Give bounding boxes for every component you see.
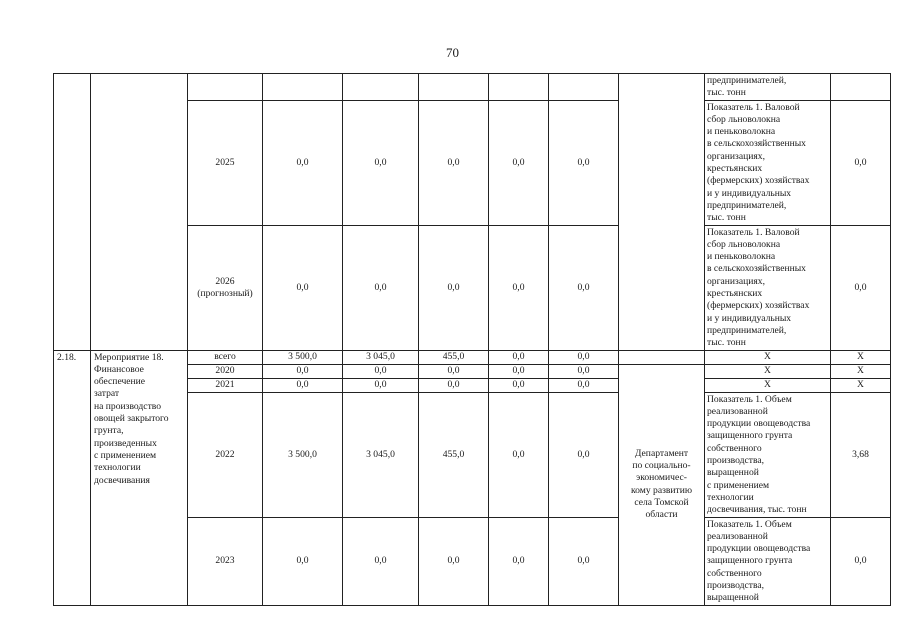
value-cell: 0,0 (549, 378, 619, 392)
value-cell: 0,0 (263, 378, 343, 392)
executor-cell: Департамент по социально- экономичес- кому развитию села Томской области (619, 364, 705, 605)
indicator-cell: Показатель 1. Объем реализованной продукции овощеводства защищенного грунта собственного производства, выращенной с применением технологии досвечивания, тыс. тонн (705, 392, 831, 517)
value-cell: 0,0 (549, 392, 619, 517)
indicator-cell: предпринимателей, тыс. тонн (705, 74, 831, 101)
value-cell: 0,0 (263, 225, 343, 350)
year-cell: 2023 (188, 517, 263, 605)
target-cell: 0,0 (831, 517, 891, 605)
value-cell: 3 500,0 (263, 350, 343, 364)
value-cell: 0,0 (549, 364, 619, 378)
year-cell: 2022 (188, 392, 263, 517)
value-cell: 0,0 (343, 225, 419, 350)
value-cell: 0,0 (343, 517, 419, 605)
value-cell: 3 045,0 (343, 350, 419, 364)
value-cell: 0,0 (549, 225, 619, 350)
value-cell: 0,0 (263, 364, 343, 378)
year-cell: всего (188, 350, 263, 364)
value-cell: 0,0 (549, 100, 619, 225)
year-cell: 2021 (188, 378, 263, 392)
value-cell: 0,0 (419, 100, 489, 225)
page-number: 70 (446, 45, 459, 60)
year-cell: 2020 (188, 364, 263, 378)
value-cell: 0,0 (549, 517, 619, 605)
value-cell: 0,0 (489, 100, 549, 225)
indicator-cell: Показатель 1. Объем реализованной продукции овощеводства защищенного грунта собственного производства, выращенной (705, 517, 831, 605)
value-cell: 0,0 (419, 364, 489, 378)
indicator-cell: X (705, 378, 831, 392)
value-cell: 0,0 (343, 378, 419, 392)
indicator-cell: X (705, 364, 831, 378)
value-cell: 0,0 (343, 100, 419, 225)
value-cell: 0,0 (263, 517, 343, 605)
target-cell: 3,68 (831, 392, 891, 517)
value-cell: 0,0 (419, 517, 489, 605)
measure-code: 2.18. (54, 350, 91, 605)
measure-name: Мероприятие 18. Финансовое обеспечение затрат на производство овощей закрытого грунта, произведенных с применением технологии досвечивания (91, 350, 188, 605)
value-cell: 3 500,0 (263, 392, 343, 517)
target-cell: X (831, 364, 891, 378)
value-cell: 455,0 (419, 350, 489, 364)
value-cell: 455,0 (419, 392, 489, 517)
value-cell: 0,0 (489, 225, 549, 350)
indicator-cell: Показатель 1. Валовой сбор льноволокна и пеньковолокна в сельскохозяйственных организациях, крестьянских (фермерских) хозяйствах и у индивидуальных предпринимателей, тыс. тонн (705, 225, 831, 350)
indicator-cell: X (705, 350, 831, 364)
cell-code (54, 74, 91, 351)
indicator-cell: Показатель 1. Валовой сбор льноволокна и пеньковолокна в сельскохозяйственных организациях, крестьянских (фермерских) хозяйствах и у индивидуальных предпринимателей, тыс. тонн (705, 100, 831, 225)
year-cell: 2026 (прогнозный) (188, 225, 263, 350)
program-table (53, 73, 891, 606)
value-cell: 0,0 (549, 350, 619, 364)
cell-executor (619, 74, 705, 351)
target-cell: X (831, 378, 891, 392)
year-cell: 2025 (188, 100, 263, 225)
value-cell: 0,0 (489, 517, 549, 605)
value-cell: 0,0 (489, 364, 549, 378)
value-cell: 0,0 (489, 378, 549, 392)
value-cell: 0,0 (489, 392, 549, 517)
value-cell: 0,0 (263, 100, 343, 225)
value-cell: 0,0 (419, 378, 489, 392)
target-cell: X (831, 350, 891, 364)
value-cell: 0,0 (489, 350, 549, 364)
cell-name (91, 74, 188, 351)
target-cell: 0,0 (831, 100, 891, 225)
value-cell: 3 045,0 (343, 392, 419, 517)
value-cell: 0,0 (343, 364, 419, 378)
value-cell: 0,0 (419, 225, 489, 350)
table-row (54, 74, 891, 101)
table-row (54, 350, 891, 364)
target-cell: 0,0 (831, 225, 891, 350)
